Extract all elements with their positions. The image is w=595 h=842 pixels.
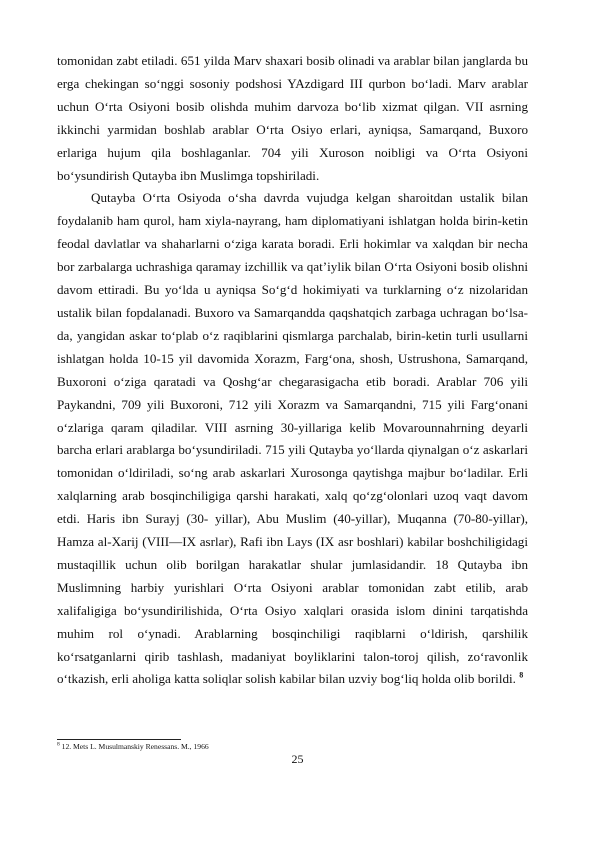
footnote-marker: 8	[57, 741, 60, 748]
page-body	[57, 50, 528, 691]
paragraph-1: tomonidan zabt etiladi. 651 yilda Marv shaxari bosib olinadi va arablar bilan janglarda bu erga chekingan so‘nggi sosoniy podshosi YAzdigard III qurbon bo‘ladi. Marv arablar uchun O‘rta Osiyoni bosib olishda muhim darvoza bo‘lib xizmat qilgan. VII asrning ikkinchi yarmidan boshlab arablar O‘rta Osiyo erlari, ayniqsa, Samarqand, Buxoro erlariga hujum qila boshlaganlar. 704 yili Xuroson noibligi va O‘rta Osiyoni bo‘ysundirish Qutayba ibn Muslimga topshiriladi.	[57, 53, 528, 183]
footnote-text: 12. Mets L. Musulmanskiy Renessans. M., 1966	[59, 742, 209, 751]
footnote-separator	[57, 739, 181, 740]
footnote-reference[interactable]: 8	[519, 671, 524, 681]
paragraph-2-text: Qutayba O‘rta Osiyoda o‘sha davrda vujudga kelgan sharoitdan ustalik bilan foydalanib ham qurol, ham xiyla-nayrang, ham diplomatiyani ishlatgan holda birin-ketin feodal davlatlar va shaharlarni o‘ziga karata boradi. Erli hokimlar va xalqdan bir necha bor zarbalarga uchrashiga qaramay izchillik va qat’iylik bilan O‘rta Osiyoni bosib olishni davom ettiradi. Bu yo‘lda u ayniqsa So‘g‘d hokimiyati va turklarning o‘z nizolaridan ustalik bilan fopdalanadi. Buxoro va Samarqandda qaqshatqich zarbaga uchragan bo‘lsa-da, yangidan askar to‘plab o‘z raqiblarini qismlarga parchalab, birin-ketin turli usullarni ishlatgan holda 10-15 yil davomida Xorazm, Farg‘ona, shosh, Ustrushona, Samarqand, Buxoroni o‘ziga qaratadi va Qoshg‘ar chegarasigacha etib boradi. Arablar 706 yili Paykandni, 709 yili Buxoroni, 712 yili Xorazm va Samarqandni, 715 yili Farg‘onani o‘zlariga qaram qiladilar. VIII asrning 30-yillariga kelib Movarounnahrning deyarli barcha erlari arablarga bo‘ysundiriladi. 715 yili Qutayba yo‘llarda qiynalgan o‘z askarlari tomonidan o‘ldiriladi, so‘ng arab askarlari Xurosonga qaytishga majbur bo‘ladilar. Erli xalqlarning arab bosqinchiligiga qarshi harakati, xalq qo‘zg‘olonlari uzoq vaqt davom etdi. Haris ibn Surayj (30- yillar), Abu Muslim (40-yillar), Muqanna (70-80-yillar), Hamza al-Xarij (VIII—IX asrlar), Rafi ibn Lays (IX asr boshlari) kabilar boshchiligidagi mustaqillik uchun olib borilgan harakatlar shular jumlasidandir. 18 Qutayba ibn Muslimning harbiy yurishlari O‘rta Osiyoni arablar tomonidan zabt etilib, arab xalifaligiga bo‘ysundirilishida, O‘rta Osiyo xalqlari orasida islom dinini tarqatishda muhim rol o‘ynadi. Arablarning bosqinchiligi raqiblarni o‘ldirish, qarshilik ko‘rsatganlarni qirib tashlash, madaniyat boyliklarini talon-toroj qilish, zo‘ravonlik o‘tkazish, erli aholiga katta soliqlar solish kabilar bilan uzviy bog‘liq holda olib borildi.	[57, 190, 528, 687]
page-number: 25	[291, 752, 304, 766]
footnote	[57, 742, 528, 752]
paragraph-2	[57, 187, 528, 691]
